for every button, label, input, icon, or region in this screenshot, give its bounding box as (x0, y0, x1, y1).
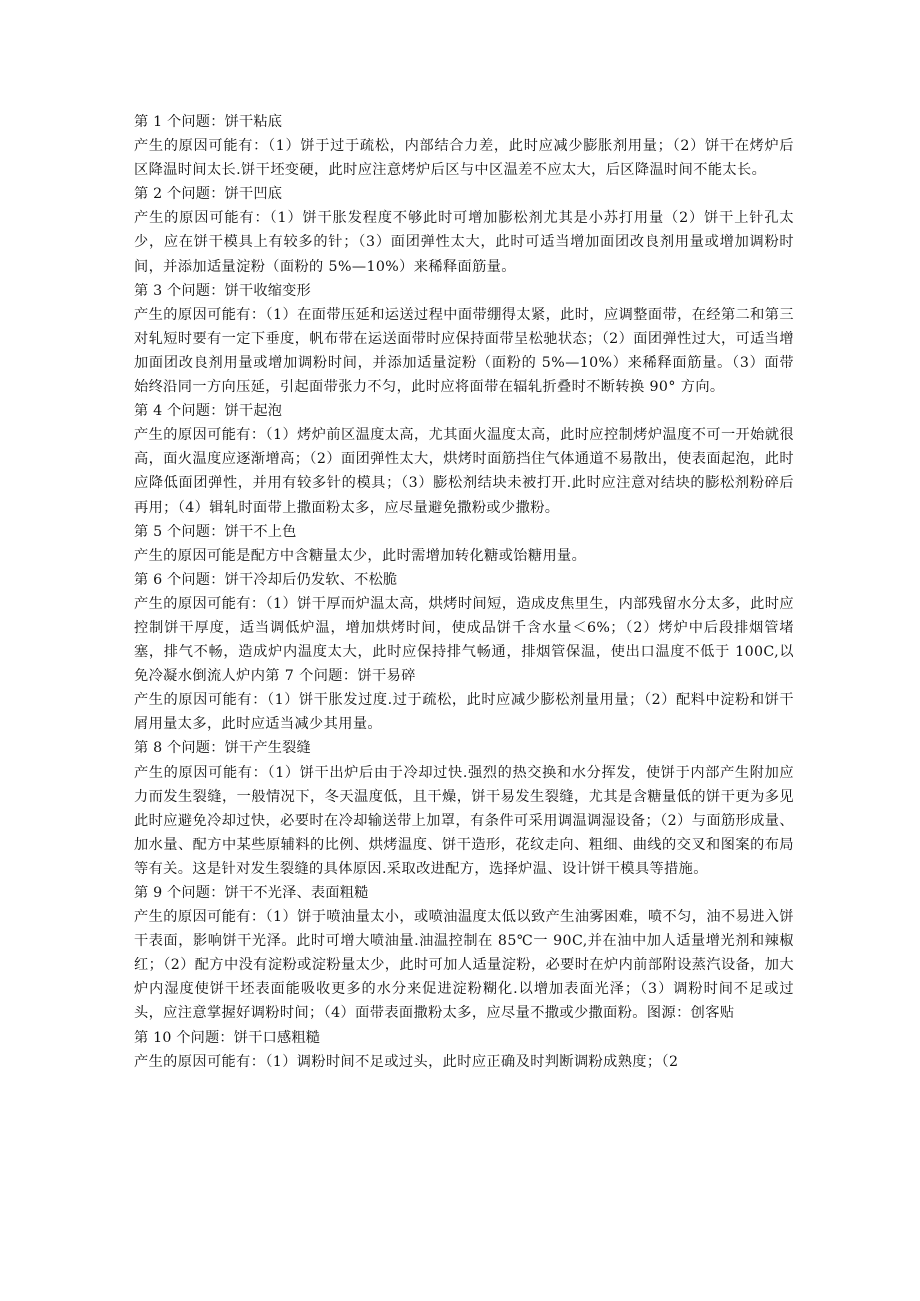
section-heading-3: 第 3 个问题：饼干收缩变形 (134, 282, 311, 299)
section-body-4: 产生的原因可能有：（1）烤炉前区温度太高，尤其面火温度太高，此时应控制烤炉温度不可一开始就很高，面火温度应逐渐增高；（2）面团弹性太大，烘烤时面筋挡住气体通道不易散出，使表面起泡，此时应降低面团弹性，并用有较多针的模具；（3）膨松剂结块未被打开.此时应注意对结块的膨松剂粉碎后再用；（4）辑轧时面带上撒面粉太多，应尽量避免撒粉或少撒粉。 (134, 427, 794, 516)
section-body-2: 产生的原因可能有：（1）饼干胀发程度不够此时可增加膨松剂尤其是小苏打用量（2）饼干上针孔太少，应在饼干模具上有较多的针；（3）面团弹性太大，此时可适当增加面团改良剂用量或增加调粉时间，并添加适量淀粉（面粉的 5%—10%）来稀释面筋量。 (134, 210, 794, 275)
section-body-1: 产生的原因可能有：（1）饼于过于疏松，内部结合力差，此时应减少膨胀剂用量；（2）饼干在烤炉后区降温时间太长.饼干坯变硬，此时应注意烤炉后区与中区温差不应太大，后区降温时间不能太长。 (134, 138, 794, 179)
section-heading-4: 第 4 个问题：饼干起泡 (134, 403, 283, 420)
document-page (134, 110, 794, 1074)
section-body-7: 产生的原因可能有：（1）饼干胀发过度.过于疏松，此时应减少膨松剂量用量；（2）配料中淀粉和饼干屑用量太多，此时应适当减少其用量。 (134, 692, 794, 733)
section-body-5: 产生的原因可能是配方中含糖量太少，此时需增加转化糖或饴糖用量。 (134, 547, 587, 564)
section-body-8: 产生的原因可能有：（1）饼干出炉后由于冷却过快.强烈的热交换和水分挥发，使饼于内部产生附加应力而发生裂缝，一般情况下，冬天温度低，且干燥，饼干易发生裂缝，尤其是含糖量低的饼干更为多见此时应避免冷却过快，必要时在冷却输送带上加罩，有条件可采用调温调湿设备；（2）与面筋形成量、加水量、配方中某些原辅料的比例、烘烤温度、饼干造形，花纹走向、粗细、曲线的交叉和图案的布局等有关。这是针对发生裂缝的具体原因.采取改进配方，选择炉温、设计饼干模具等措施。 (134, 764, 794, 877)
section-heading-2: 第 2 个问题：饼干凹底 (134, 186, 283, 203)
section-heading-5: 第 5 个问题：饼干不上色 (134, 523, 297, 540)
section-body-10: 产生的原因可能有：（1）调粉时间不足或过头，此时应正确及时判断调粉成熟度；（2 (134, 1053, 679, 1070)
section-heading-8: 第 8 个问题：饼干产生裂缝 (134, 740, 311, 757)
section-heading-6: 第 6 个问题：饼干冷却后仍发软、不松脆 (134, 571, 398, 588)
section-heading-1: 第 1 个问题：饼干粘底 (134, 114, 283, 130)
section-heading-10: 第 10 个问题：饼干口感粗糙 (134, 1029, 321, 1046)
section-body-9: 产生的原因可能有：（1）饼于喷油量太小，或喷油温度太低以致产生油雾困难，喷不匀，油不易进入饼干表面，影响饼干光泽。此时可增大喷油量.油温控制在 85℃一 90C,并在油中加人适量增光剂和辣椒红；（2）配方中没有淀粉或淀粉量太少，此时可加人适量淀粉，必要时在炉内前部附设蒸汽设备，加大炉内湿度使饼干坯表面能吸收更多的水分来促进淀粉糊化.以增加表面光泽；（3）调粉时间不足或过头，应注意掌握好调粉时间；（4）面带表面撒粉太多，应尽量不撒或少撒面粉。图源：创客贴 (134, 909, 794, 1022)
section-body-3: 产生的原因可能有：（1）在面带压延和运送过程中面带绷得太紧，此时，应调整面带，在经第二和第三对轧短时要有一定下垂度，帆布带在运送面带时应保持面带呈松驰状态；（2）面团弹性过大，可适当增加面团改良剂用量或增加调粉时间，并添加适量淀粉（面粉的 5%—10%）来稀释面筋量。（3）面带始终沿同一方向压延，引起面带张力不匀，此时应将面带在辐轧折叠时不断转换 90° 方向。 (134, 306, 794, 396)
section-body-6: 产生的原因可能有：（1）饼干厚而炉温太高，烘烤时间短，造成皮焦里生，内部残留水分太多，此时应控制饼干厚度，适当调低炉温，增加烘烤时间，使成品饼千含水量＜6%；（2）烤炉中后段排烟管堵塞，排气不畅，造成炉内温度太大，此时应保持排气畅通，排烟管保温，使出口温度不低于 100C,以免冷凝水倒流人炉内第 7 个问题：饼干易碎 (134, 595, 794, 685)
section-heading-9: 第 9 个问题：饼干不光泽、表面粗糙 (134, 885, 369, 901)
